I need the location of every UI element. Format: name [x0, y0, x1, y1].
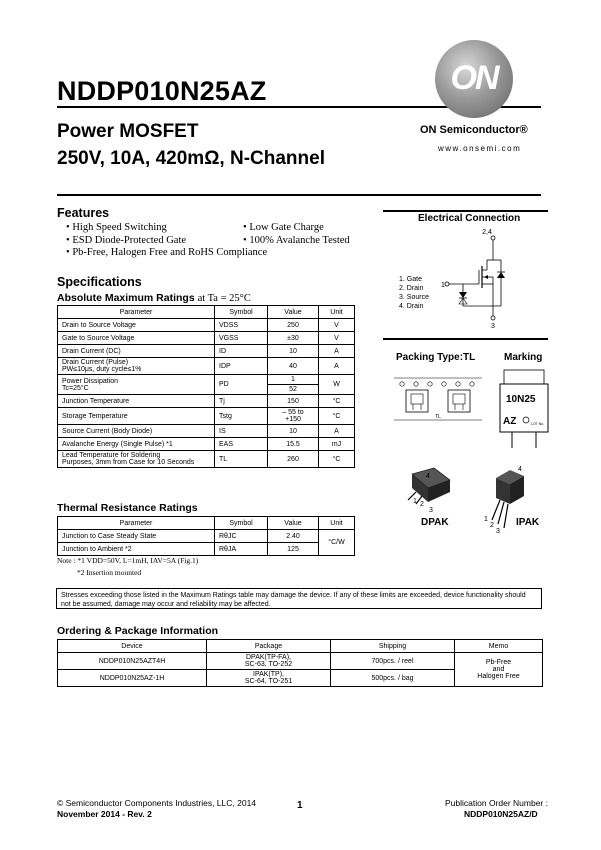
- logo-text: ON: [450, 59, 498, 97]
- title-line-1: Power MOSFET: [57, 121, 199, 142]
- table-row: Source Current (Body Diode) IS 10 A: [58, 425, 355, 438]
- feature-item: • Low Gate Charge: [243, 222, 324, 233]
- dpak-pin-4: 4: [426, 473, 430, 480]
- table-row: NDDP010N25AZT4H DPAK(TP-FA), SC-63, TO-252 700pcs. / reel Pb-Free and Halogen Free: [58, 653, 543, 670]
- page-number: 1: [297, 800, 303, 811]
- electrical-connection-heading: Electrical Connection: [418, 213, 521, 224]
- on-logo: [435, 40, 513, 118]
- pub-order-label: Publication Order Number :: [445, 798, 548, 808]
- table-row: Lead Temperature for Soldering Purposes, 3mm from Case for 10 Seconds TL 260 °C: [58, 451, 355, 468]
- ipak-pin-3: 3: [496, 528, 500, 534]
- ipak-pin-4: 4: [518, 466, 522, 473]
- packing-type-heading: Packing Type:TL: [396, 352, 476, 363]
- mark-lot: LOT No.: [531, 422, 545, 426]
- tape-drawing: [394, 376, 482, 424]
- section-rule: [57, 194, 541, 196]
- pin-legend-item: 2. Drain: [399, 285, 424, 292]
- mark-line-2: AZ: [503, 416, 517, 427]
- abs-max-heading: Absolute Maximum Ratings at Ta = 25°C: [57, 292, 251, 304]
- pin-legend-item: 1. Gate: [399, 276, 422, 283]
- pin-legend-item: 4. Drain: [399, 303, 424, 310]
- table-row: Power Dissipation Tc=25°C PD 1 52 W: [58, 375, 355, 395]
- brand-name: ON Semiconductor®: [420, 124, 528, 136]
- table-row: Junction Temperature Tj 150 °C: [58, 395, 355, 408]
- pin-legend-item: 3. Source: [399, 294, 429, 301]
- mark-line-1: 10N25: [506, 394, 536, 405]
- thermal-note-1: Note : *1 VDD=50V, L=1mH, IAV=5A (Fig.1): [57, 556, 199, 565]
- table-row: Avalanche Energy (Single Pulse) *1 EAS 15.5 mJ: [58, 438, 355, 451]
- stress-note: Stresses exceeding those listed in the Maximum Ratings table may damage the device. If any of these limits are exceeded, device functionality should not be assumed, damage may occur and reliability may be affected.: [56, 588, 542, 609]
- thermal-heading: Thermal Resistance Ratings: [57, 502, 198, 514]
- thermal-note-2: *2 Insertion mounted: [77, 568, 142, 577]
- diagram-rule: [383, 210, 548, 212]
- dpak-pin-3: 3: [429, 507, 433, 514]
- table-header-row: Device Package Shipping Memo: [58, 640, 543, 653]
- pin-legend: [399, 275, 429, 311]
- pin-label-bottom: 3: [491, 323, 495, 330]
- table-header-row: Parameter Symbol Value Unit: [58, 517, 355, 530]
- copyright: © Semiconductor Components Industries, LLC, 2014: [57, 798, 257, 808]
- pub-order-number: NDDP010N25AZ/D: [464, 809, 538, 819]
- ipak-pin-1: 1: [484, 516, 488, 523]
- dpak-label: DPAK: [421, 517, 449, 528]
- table-row: Junction to Ambient *2 RθJA 125: [58, 543, 355, 556]
- part-number: NDDP010N25AZ: [57, 76, 267, 106]
- abs-max-table: [57, 305, 355, 468]
- ipak-pin-2: 2: [490, 522, 494, 529]
- dpak-drawing: [398, 466, 458, 516]
- page-title: [57, 118, 325, 172]
- dpak-pin-2: 2: [420, 501, 424, 508]
- ordering-table: [57, 639, 543, 687]
- ordering-heading: Ordering & Package Information: [57, 625, 219, 637]
- table-row: Drain Current (DC) ID 10 A: [58, 345, 355, 358]
- ipak-label: IPAK: [516, 517, 540, 528]
- feature-item: • Pb-Free, Halogen Free and RoHS Compliance: [66, 247, 268, 258]
- features-heading: Features: [57, 206, 110, 220]
- pin-label-left: 1: [441, 282, 445, 289]
- feature-item: • High Speed Switching: [66, 222, 167, 233]
- tl-label: TL: [435, 414, 441, 420]
- table-row: Junction to Case Steady State RθJC 2.40 °C/W: [58, 530, 355, 543]
- table-row: Gate to Source Voltage VGSS ±30 V: [58, 332, 355, 345]
- pin-label-top: 2,4: [482, 229, 492, 236]
- thermal-table: [57, 516, 355, 556]
- packing-rule: [383, 338, 548, 340]
- title-line-2: 250V, 10A, 420mΩ, N-Channel: [57, 148, 325, 169]
- table-row: NDDP010N25AZ-1H IPAK(TP), SC-64, TO-251 500pcs. / bag: [58, 670, 543, 687]
- table-row: Drain to Source Voltage VDSS 250 V: [58, 319, 355, 332]
- website: www.onsemi.com: [438, 144, 522, 153]
- table-header-row: Parameter Symbol Value Unit: [58, 306, 355, 319]
- table-row: Drain Current (Pulse) PW≤10μs, duty cycle≤1% IDP 40 A: [58, 358, 355, 375]
- revision-date: November 2014 - Rev. 2: [57, 809, 152, 819]
- table-row: Storage Temperature Tstg – 55 to +150 °C: [58, 408, 355, 425]
- feature-item: • 100% Avalanche Tested: [243, 235, 350, 246]
- marking-heading: Marking: [504, 352, 543, 363]
- marking-drawing: [498, 368, 550, 452]
- specifications-heading: Specifications: [57, 275, 142, 289]
- feature-item: • ESD Diode-Protected Gate: [66, 235, 187, 246]
- dpak-pin-1: 1: [413, 498, 417, 505]
